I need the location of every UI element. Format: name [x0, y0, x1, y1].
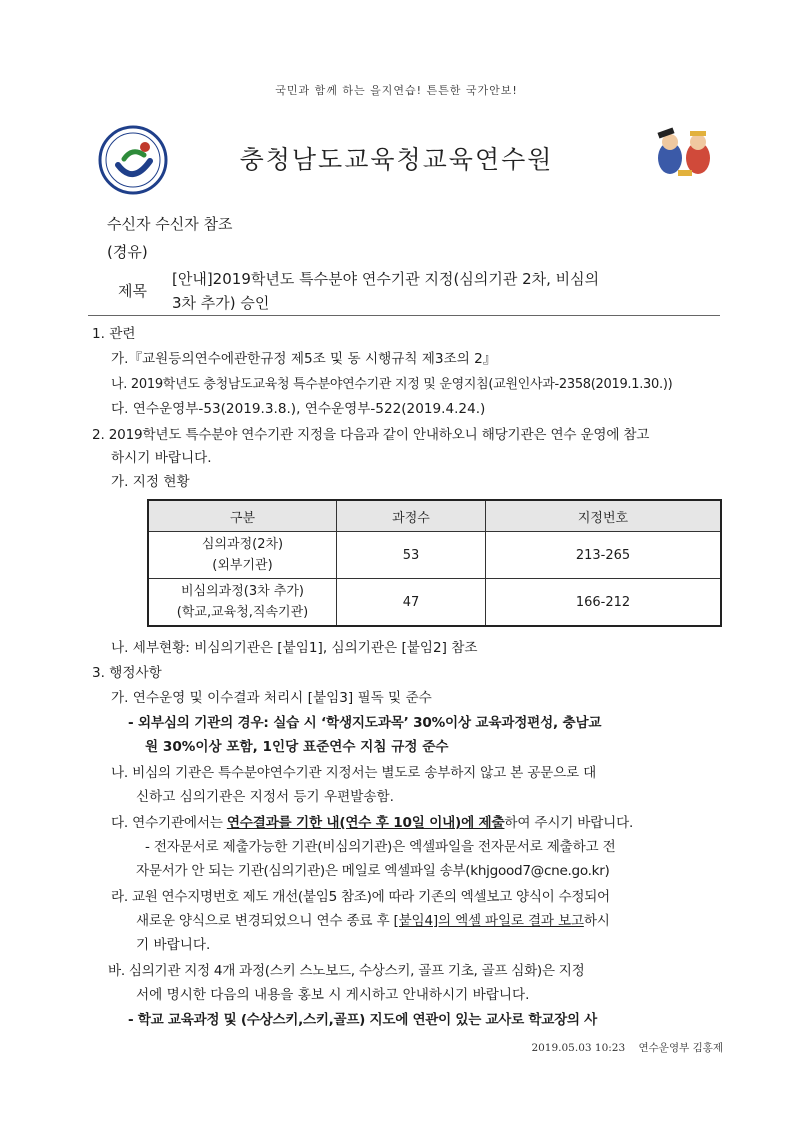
section-2-ga: 가. 지정 현황	[111, 474, 190, 490]
table-row	[148, 579, 721, 627]
footer-stamp	[531, 1040, 723, 1055]
section-3-ra-line-2: 새로운 양식으로 변경되었으니 연수 종료 후 [붙임4]의 엑셀 파일로 결과 보고하시	[136, 913, 610, 929]
table-cell-number: 213-265	[486, 532, 722, 579]
section-2-line-2: 하시기 바랍니다.	[111, 450, 212, 466]
subject-line-1: [안내]2019학년도 특수분야 연수기관 지정(심의기관 2차, 비심의	[172, 270, 600, 288]
section-3-ba-sub-1: - 학교 교육과정 및 (수상스키,스키,골프) 지도에 연관이 있는 교사로 학교장의 사	[128, 1012, 597, 1028]
recipient: 수신자 수신자 참조	[107, 215, 233, 233]
section-3-ga-sub-2: 원 30%이상 포함, 1인당 표준연수 지침 규정 준수	[145, 739, 449, 755]
table-cell-category: 비심의과정(3차 추가) (학교,교육청,직속기관)	[148, 579, 337, 627]
table-cell-count: 47	[337, 579, 486, 627]
designation-table	[147, 499, 722, 627]
section-3-ra-line-1: 라. 교원 연수지명번호 제도 개선(붙임5 참조)에 따라 기존의 엑셀보고 양식이 수정되어	[111, 889, 610, 905]
table-cell-number: 166-212	[486, 579, 722, 627]
table-header-number: 지정번호	[486, 500, 722, 532]
deadline-text: 연수결과를 기한 내(연수 후 10일 이내)에 제출	[226, 815, 505, 831]
header-divider	[88, 315, 720, 316]
subject-line-2: 3차 추가) 승인	[172, 294, 270, 312]
report-file-text: [붙임4]의 엑셀 파일로 결과 보고	[393, 913, 584, 929]
via: (경유)	[107, 243, 148, 261]
section-1-title: 1. 관련	[92, 326, 136, 342]
section-3-ba-line-2: 서에 명시한 다음의 내용을 홍보 시 게시하고 안내하시기 바랍니다.	[136, 987, 530, 1003]
section-3-da-sub-1: - 전자문서로 제출가능한 기관(비심의기관)은 엑셀파일을 전자문서로 제출하고 전	[145, 839, 616, 855]
section-1-ga: 가.『교원등의연수에관한규정 제5조 및 동 시행규칙 제3조의 2』	[111, 351, 497, 367]
table-cell-category: 심의과정(2차) (외부기관)	[148, 532, 337, 579]
section-3-ga: 가. 연수운영 및 이수결과 처리시 [붙임3] 필독 및 준수	[111, 690, 432, 706]
subject-label: 제목	[118, 282, 147, 300]
table-row	[148, 532, 721, 579]
section-3-da: 다. 연수기관에서는 연수결과를 기한 내(연수 후 10일 이내)에 제출하여 주시기 바랍니다.	[111, 815, 634, 831]
section-3-title: 3. 행정사항	[92, 665, 162, 681]
footer-department: 연수운영부 김홍제	[638, 1042, 723, 1054]
section-3-ba-line-1: 바. 심의기관 지정 4개 과정(스키 스노보드, 수상스키, 골프 기초, 골프 심화)은 지정	[108, 963, 585, 979]
footer-datetime: 2019.05.03 10:23	[531, 1042, 626, 1054]
slogan: 국민과 함께 하는 을지연습! 튼튼한 국가안보!	[275, 84, 518, 97]
table-header-row	[148, 500, 721, 532]
table-header-count: 과정수	[337, 500, 486, 532]
section-2-line-1: 2. 2019학년도 특수분야 연수기관 지정을 다음과 같이 안내하오니 해당기관은 연수 운영에 참고	[92, 427, 650, 443]
organization-name: 충청남도교육청교육연수원	[239, 145, 554, 174]
section-3-ga-sub-1: - 외부심의 기관의 경우: 실습 시 ‘학생지도과목’ 30%이상 교육과정편성, 충남교	[128, 715, 602, 731]
section-3-na-line-1: 나. 비심의 기관은 특수분야연수기관 지정서는 별도로 송부하지 않고 본 공문으로 대	[111, 765, 597, 781]
section-2-na: 나. 세부현황: 비심의기관은 [붙임1], 심의기관은 [붙임2] 참조	[111, 640, 478, 656]
section-3-ra-line-3: 기 바랍니다.	[136, 937, 211, 953]
table-header-category: 구분	[148, 500, 337, 532]
section-3-da-sub-2: 자문서가 안 되는 기관(심의기관)은 메일로 엑셀파일 송부(khjgood7@cne.go.kr)	[136, 863, 610, 879]
section-1-da: 다. 연수운영부-53(2019.3.8.), 연수운영부-522(2019.4.24.)	[111, 401, 486, 417]
section-3-na-line-2: 신하고 심의기관은 지정서 등기 우편발송함.	[136, 789, 394, 805]
table-cell-count: 53	[337, 532, 486, 579]
section-1-na: 나. 2019학년도 충청남도교육청 특수분야연수기관 지정 및 운영지침(교원인사과-2358(2019.1.30.))	[111, 377, 673, 392]
mascot-icon	[648, 122, 718, 180]
